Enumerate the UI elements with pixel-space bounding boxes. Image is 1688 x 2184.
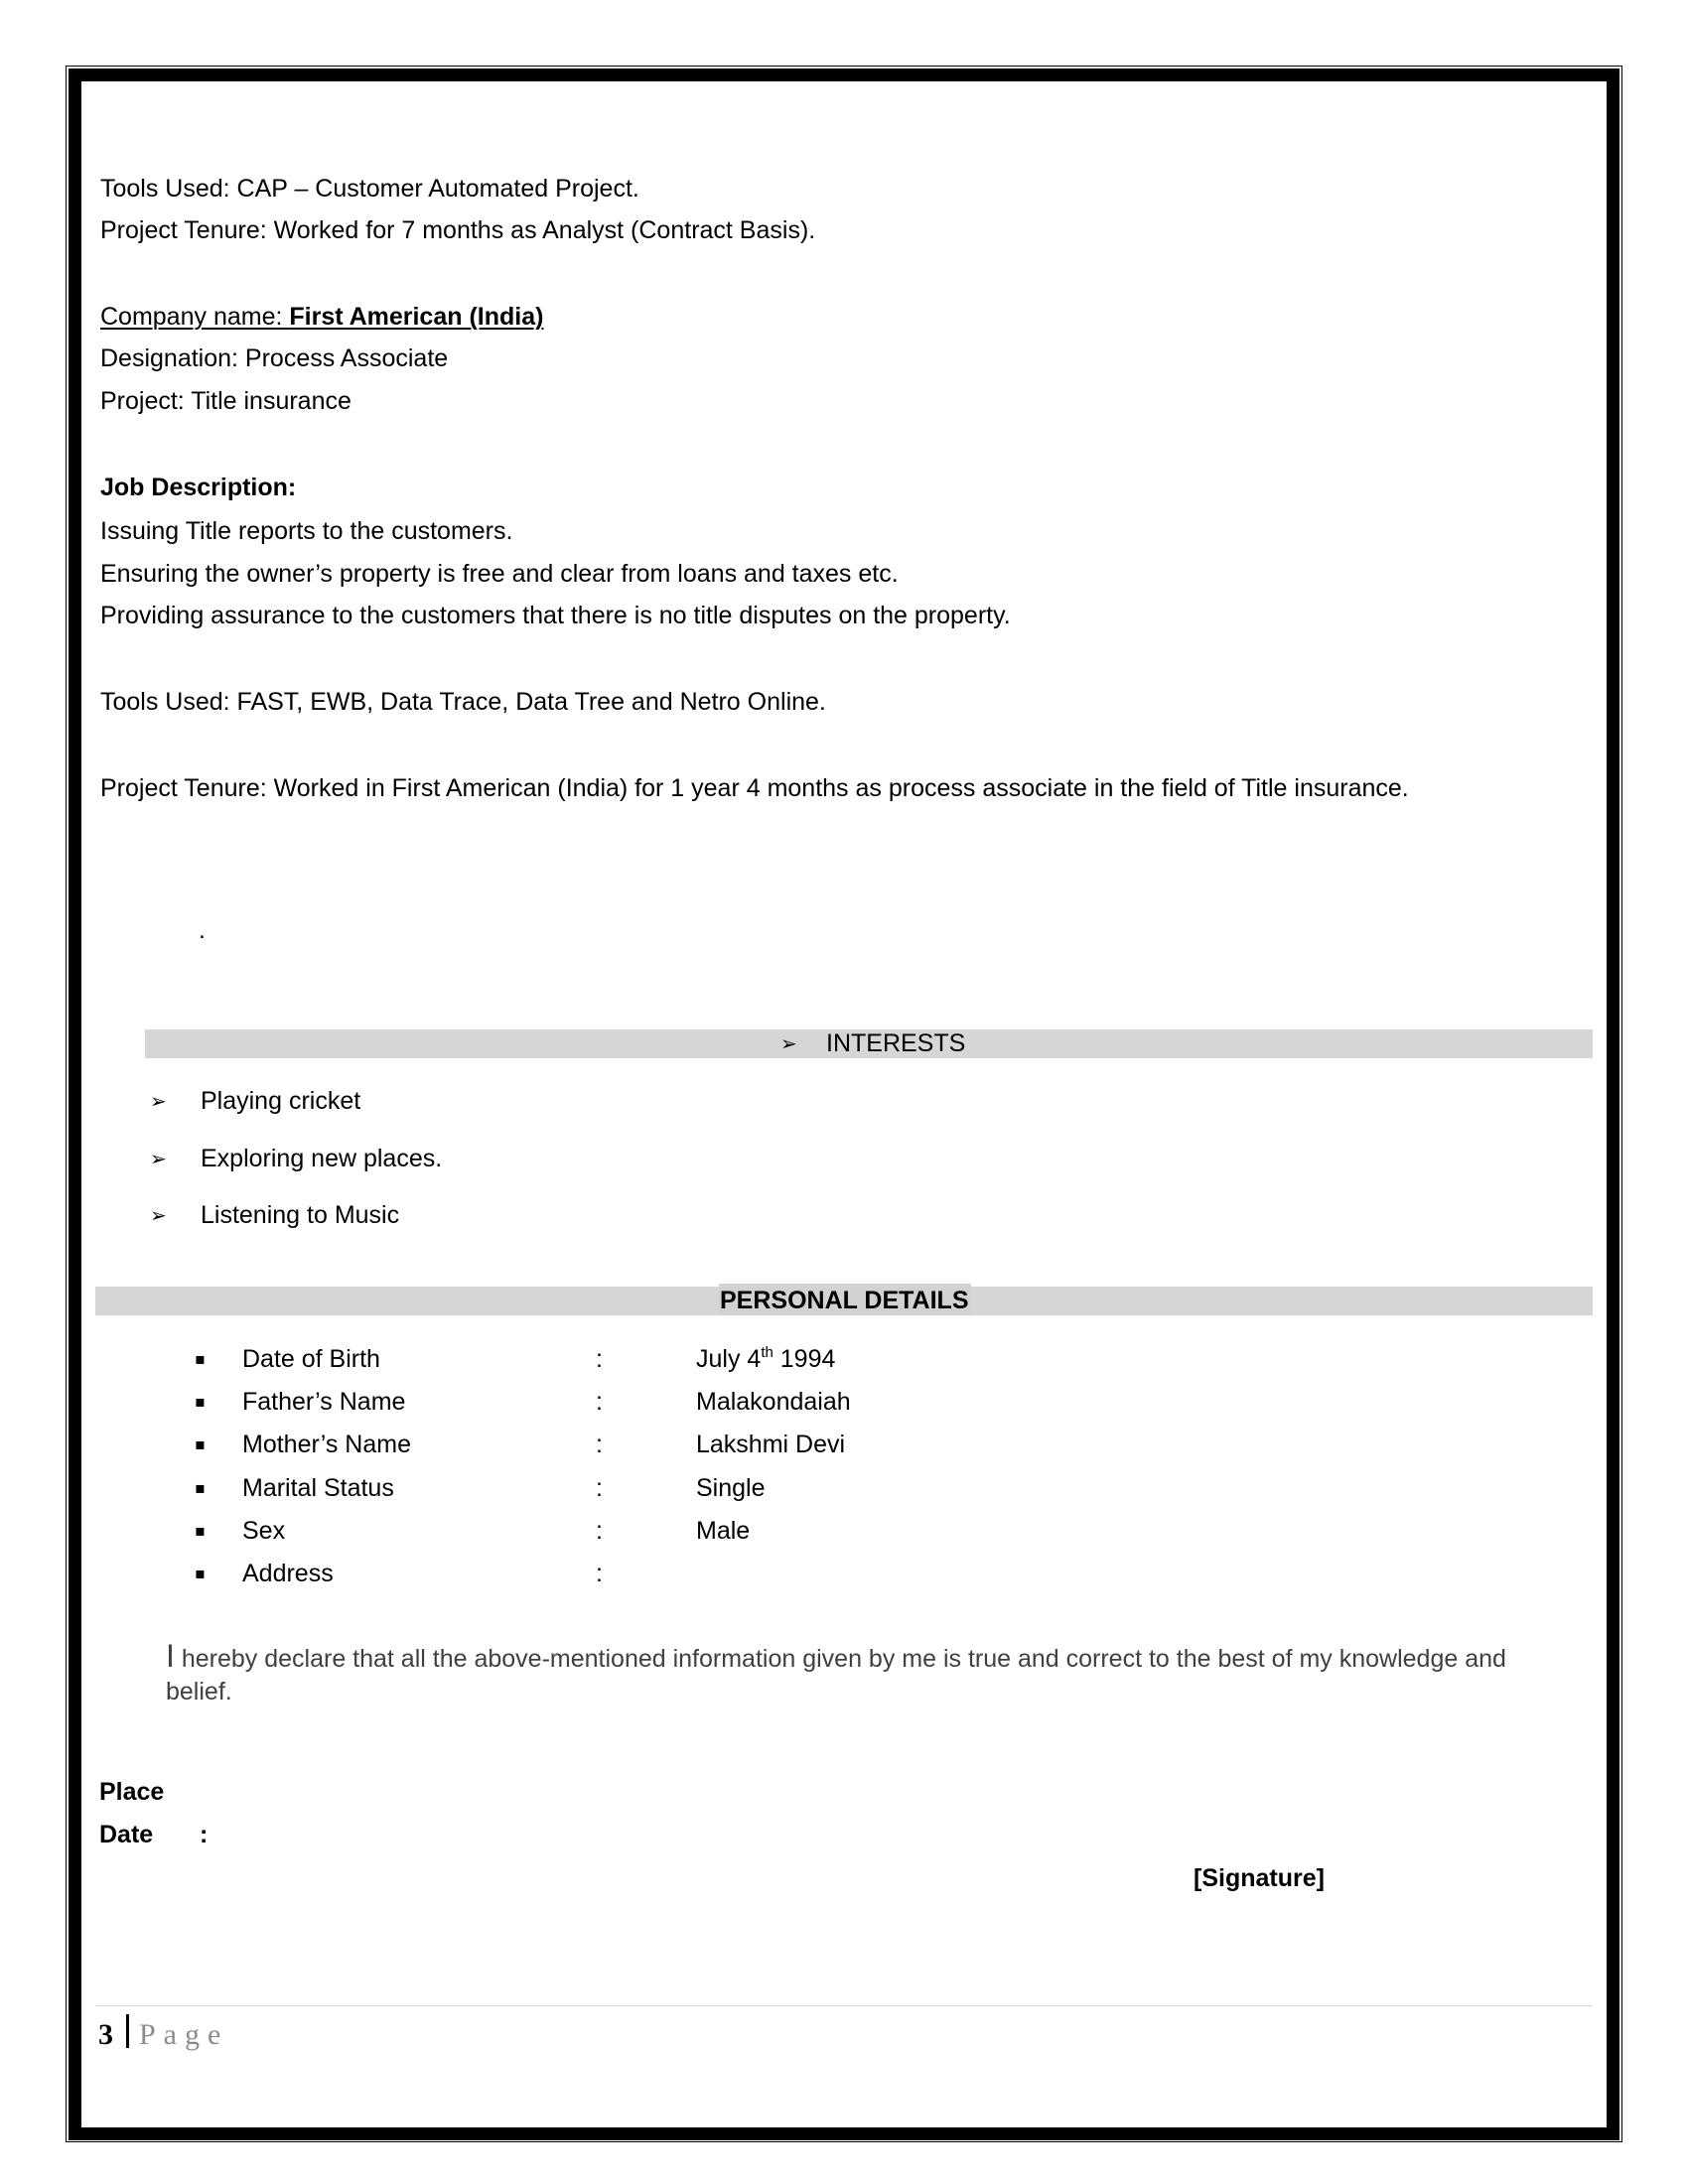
personal-label: Father’s Name [242,1388,406,1416]
company-name-label: Company name: [100,303,290,331]
job-description-heading: Job Description: [100,474,297,501]
interest-item: Exploring new places. [201,1145,443,1172]
declaration-text: hereby declare that all the above-mentioned information given by me is true and correct to the best of my knowledge and belief. [166,1645,1506,1706]
personal-label: Mother’s Name [242,1431,411,1458]
personal-label: Date of Birth [242,1345,380,1373]
project-tenure-first-american: Project Tenure: Worked in First American (India) for 1 year 4 months as process associate in the field of Title insurance. [100,774,1409,802]
personal-separator: : [596,1388,603,1416]
company-name-line [100,302,543,332]
personal-label: Marital Status [242,1474,394,1502]
personal-separator: : [596,1345,603,1373]
interests-heading: INTERESTS [826,1029,966,1057]
square-bullet-icon: ▪ [195,1434,206,1453]
square-bullet-icon: ▪ [195,1478,206,1497]
arrow-bullet-icon: ➢ [150,1089,167,1113]
personal-separator: : [596,1517,603,1545]
square-bullet-icon: ▪ [195,1521,206,1540]
arrow-bullet-icon: ➢ [780,1031,797,1055]
page-word: Page [139,2018,229,2051]
place-label: Place [99,1778,165,1806]
arrow-bullet-icon: ➢ [150,1147,167,1170]
personal-value: Malakondaiah [696,1388,851,1416]
personal-value: Male [696,1517,751,1545]
tools-used-cap: Tools Used: CAP – Customer Automated Project. [100,175,639,203]
personal-separator: : [596,1474,603,1502]
dob-ordinal: th [761,1344,774,1361]
square-bullet-icon: ▪ [195,1564,206,1582]
square-bullet-icon: ▪ [195,1392,206,1411]
date-colon: : [200,1821,209,1848]
dob-value: July 4 [696,1345,762,1373]
designation: Designation: Process Associate [100,344,449,372]
interest-item: Playing cricket [201,1087,361,1115]
personal-value-dob [696,1344,835,1374]
personal-separator: : [596,1431,603,1458]
arrow-bullet-icon: ➢ [150,1203,167,1227]
job-description-item: Issuing Title reports to the customers. [100,517,513,545]
footer-separator [126,2014,129,2048]
project-tenure-analyst: Project Tenure: Worked for 7 months as Analyst (Contract Basis). [100,216,816,244]
page-number: 3 [98,2018,113,2051]
footer-divider [95,2005,1593,2006]
interest-item: Listening to Music [201,1201,400,1229]
date-label: Date [99,1821,154,1848]
tools-used-fast: Tools Used: FAST, EWB, Data Trace, Data Tree and Netro Online. [100,688,826,716]
job-description-item: Providing assurance to the customers that there is no title disputes on the property. [100,602,1011,629]
personal-label: Address [242,1560,334,1587]
job-description-item: Ensuring the owner’s property is free and clear from loans and taxes etc. [100,560,899,588]
declaration-first-letter: I [166,1638,175,1674]
personal-value: Lakshmi Devi [696,1431,846,1458]
dob-year: 1994 [773,1345,836,1373]
declaration [166,1640,1556,1708]
personal-label: Sex [242,1517,286,1545]
personal-separator: : [596,1560,603,1587]
company-name-value: First American (India) [289,303,544,331]
personal-details-heading: PERSONAL DETAILS [720,1287,969,1314]
project: Project: Title insurance [100,387,352,415]
signature-placeholder: [Signature] [1194,1864,1325,1892]
stray-dot: . [199,916,206,944]
personal-value: Single [696,1474,766,1502]
square-bullet-icon: ▪ [195,1349,206,1368]
